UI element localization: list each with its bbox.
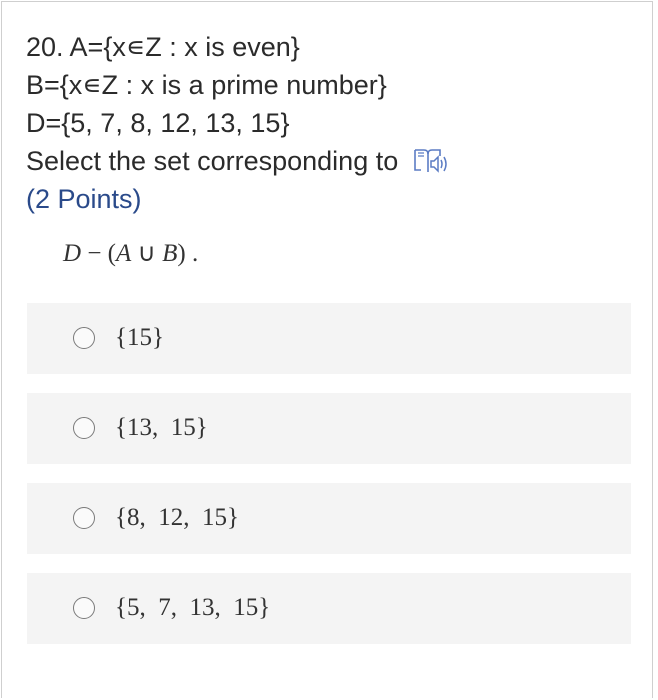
answer-option-1[interactable] xyxy=(27,303,631,374)
expr-minus: − ( xyxy=(81,240,116,267)
expr-d: D xyxy=(63,240,82,267)
expr-union: ∪ xyxy=(131,240,163,267)
radio-button[interactable] xyxy=(73,327,95,349)
answer-option-label: {8, 12, 15} xyxy=(115,504,239,531)
answer-option-4[interactable] xyxy=(27,573,631,644)
answer-option-label: {13, 15} xyxy=(115,414,208,441)
set-d-definition: D={5, 7, 8, 12, 13, 15} xyxy=(26,108,290,138)
question-number: 20. xyxy=(26,32,64,62)
question-prompt: Select the set corresponding to xyxy=(26,146,399,176)
expr-a: A xyxy=(116,240,132,267)
set-b-definition: B={x∊Z : x is a prime number} xyxy=(26,70,387,100)
radio-button[interactable] xyxy=(73,597,95,619)
answer-option-label: {5, 7, 13, 15} xyxy=(115,594,271,621)
radio-button[interactable] xyxy=(73,417,95,439)
set-expression xyxy=(63,238,198,268)
answer-option-2[interactable] xyxy=(27,393,631,464)
immersive-reader-icon[interactable] xyxy=(412,144,452,176)
question-line-1 xyxy=(26,28,626,66)
set-a-definition: A={x∊Z : x is even} xyxy=(69,32,300,62)
question-prompt-line xyxy=(26,142,626,180)
answer-options xyxy=(27,303,631,663)
expr-b: B xyxy=(162,240,178,267)
radio-button[interactable] xyxy=(73,507,95,529)
answer-option-3[interactable] xyxy=(27,483,631,554)
expr-close: ) . xyxy=(177,240,199,267)
question-points: (2 Points) xyxy=(26,184,142,214)
answer-option-label: {15} xyxy=(115,324,164,351)
question-block xyxy=(26,28,626,218)
